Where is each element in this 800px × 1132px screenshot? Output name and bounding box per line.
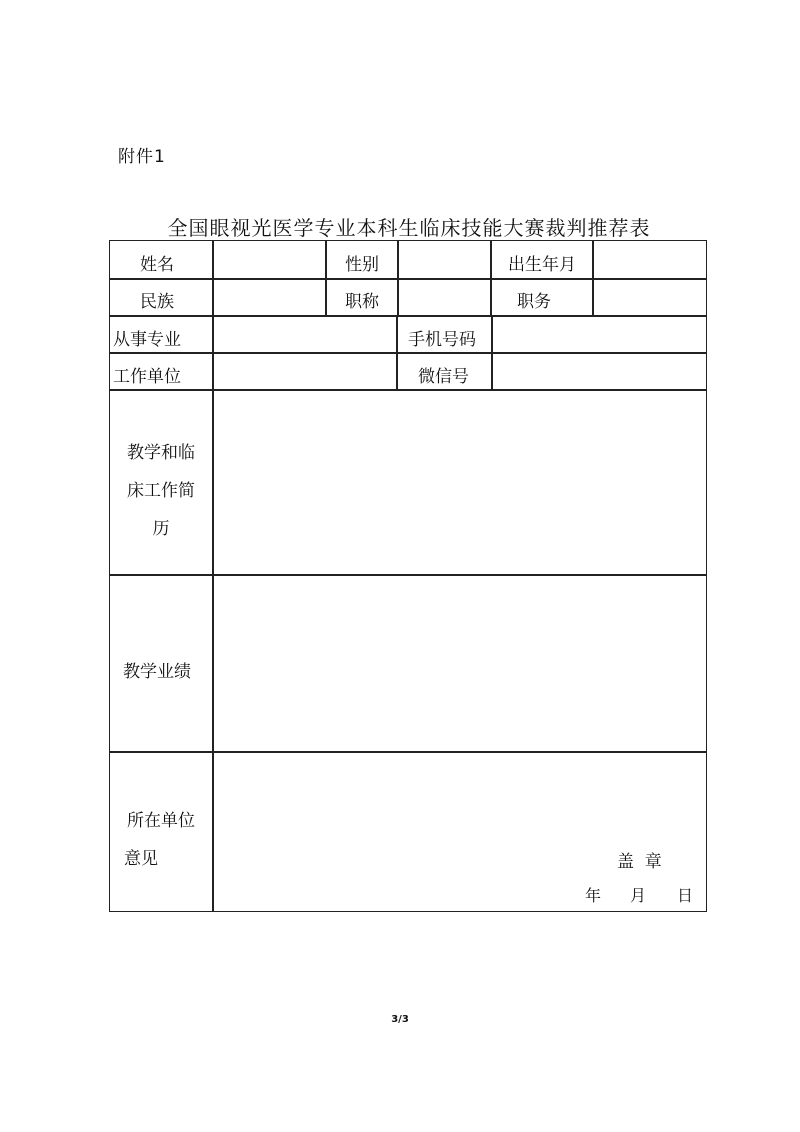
name-label: 姓名 (140, 255, 174, 275)
resume-label (110, 434, 212, 548)
attachment-label: 附件1 (118, 147, 166, 167)
unit-opinion-label-line: 所在单位 (127, 811, 195, 831)
resume-label-line: 历 (152, 519, 170, 539)
position-label: 职务 (517, 292, 551, 312)
wechat-label: 微信号 (418, 367, 469, 387)
column-divider (396, 315, 398, 389)
workplace-label: 工作单位 (113, 367, 181, 387)
column-divider (490, 241, 492, 315)
row-divider (110, 352, 706, 354)
row-divider (110, 278, 706, 280)
column-divider (592, 241, 594, 315)
unit-opinion-label (110, 802, 212, 878)
column-divider (325, 241, 327, 315)
row-divider (110, 315, 706, 317)
birth-date-label: 出生年月 (508, 255, 576, 275)
day-label: 日 (677, 886, 694, 905)
column-divider (397, 241, 399, 315)
resume-label-line: 床工作简 (127, 481, 195, 501)
resume-label-line: 教学和临 (127, 443, 195, 463)
year-label: 年 (585, 886, 602, 905)
row-divider (110, 574, 706, 576)
row-divider (110, 389, 706, 391)
seal-label: 盖 章 (617, 852, 662, 872)
column-divider (212, 241, 214, 911)
form-title: 全国眼视光医学专业本科生临床技能大赛裁判推荐表 (167, 216, 651, 240)
phone-label: 手机号码 (408, 330, 476, 350)
column-divider (491, 315, 493, 389)
achievements-label: 教学业绩 (123, 662, 191, 682)
row-divider (110, 751, 706, 753)
ethnicity-label: 民族 (140, 292, 174, 312)
recommendation-form (109, 240, 707, 912)
gender-label: 性别 (345, 255, 379, 275)
page-number: 3/3 (391, 1014, 409, 1025)
unit-opinion-label-line: 意见 (124, 849, 158, 869)
specialty-label: 从事专业 (113, 330, 181, 350)
month-label: 月 (630, 886, 647, 905)
professional-title-label: 职称 (345, 292, 379, 312)
